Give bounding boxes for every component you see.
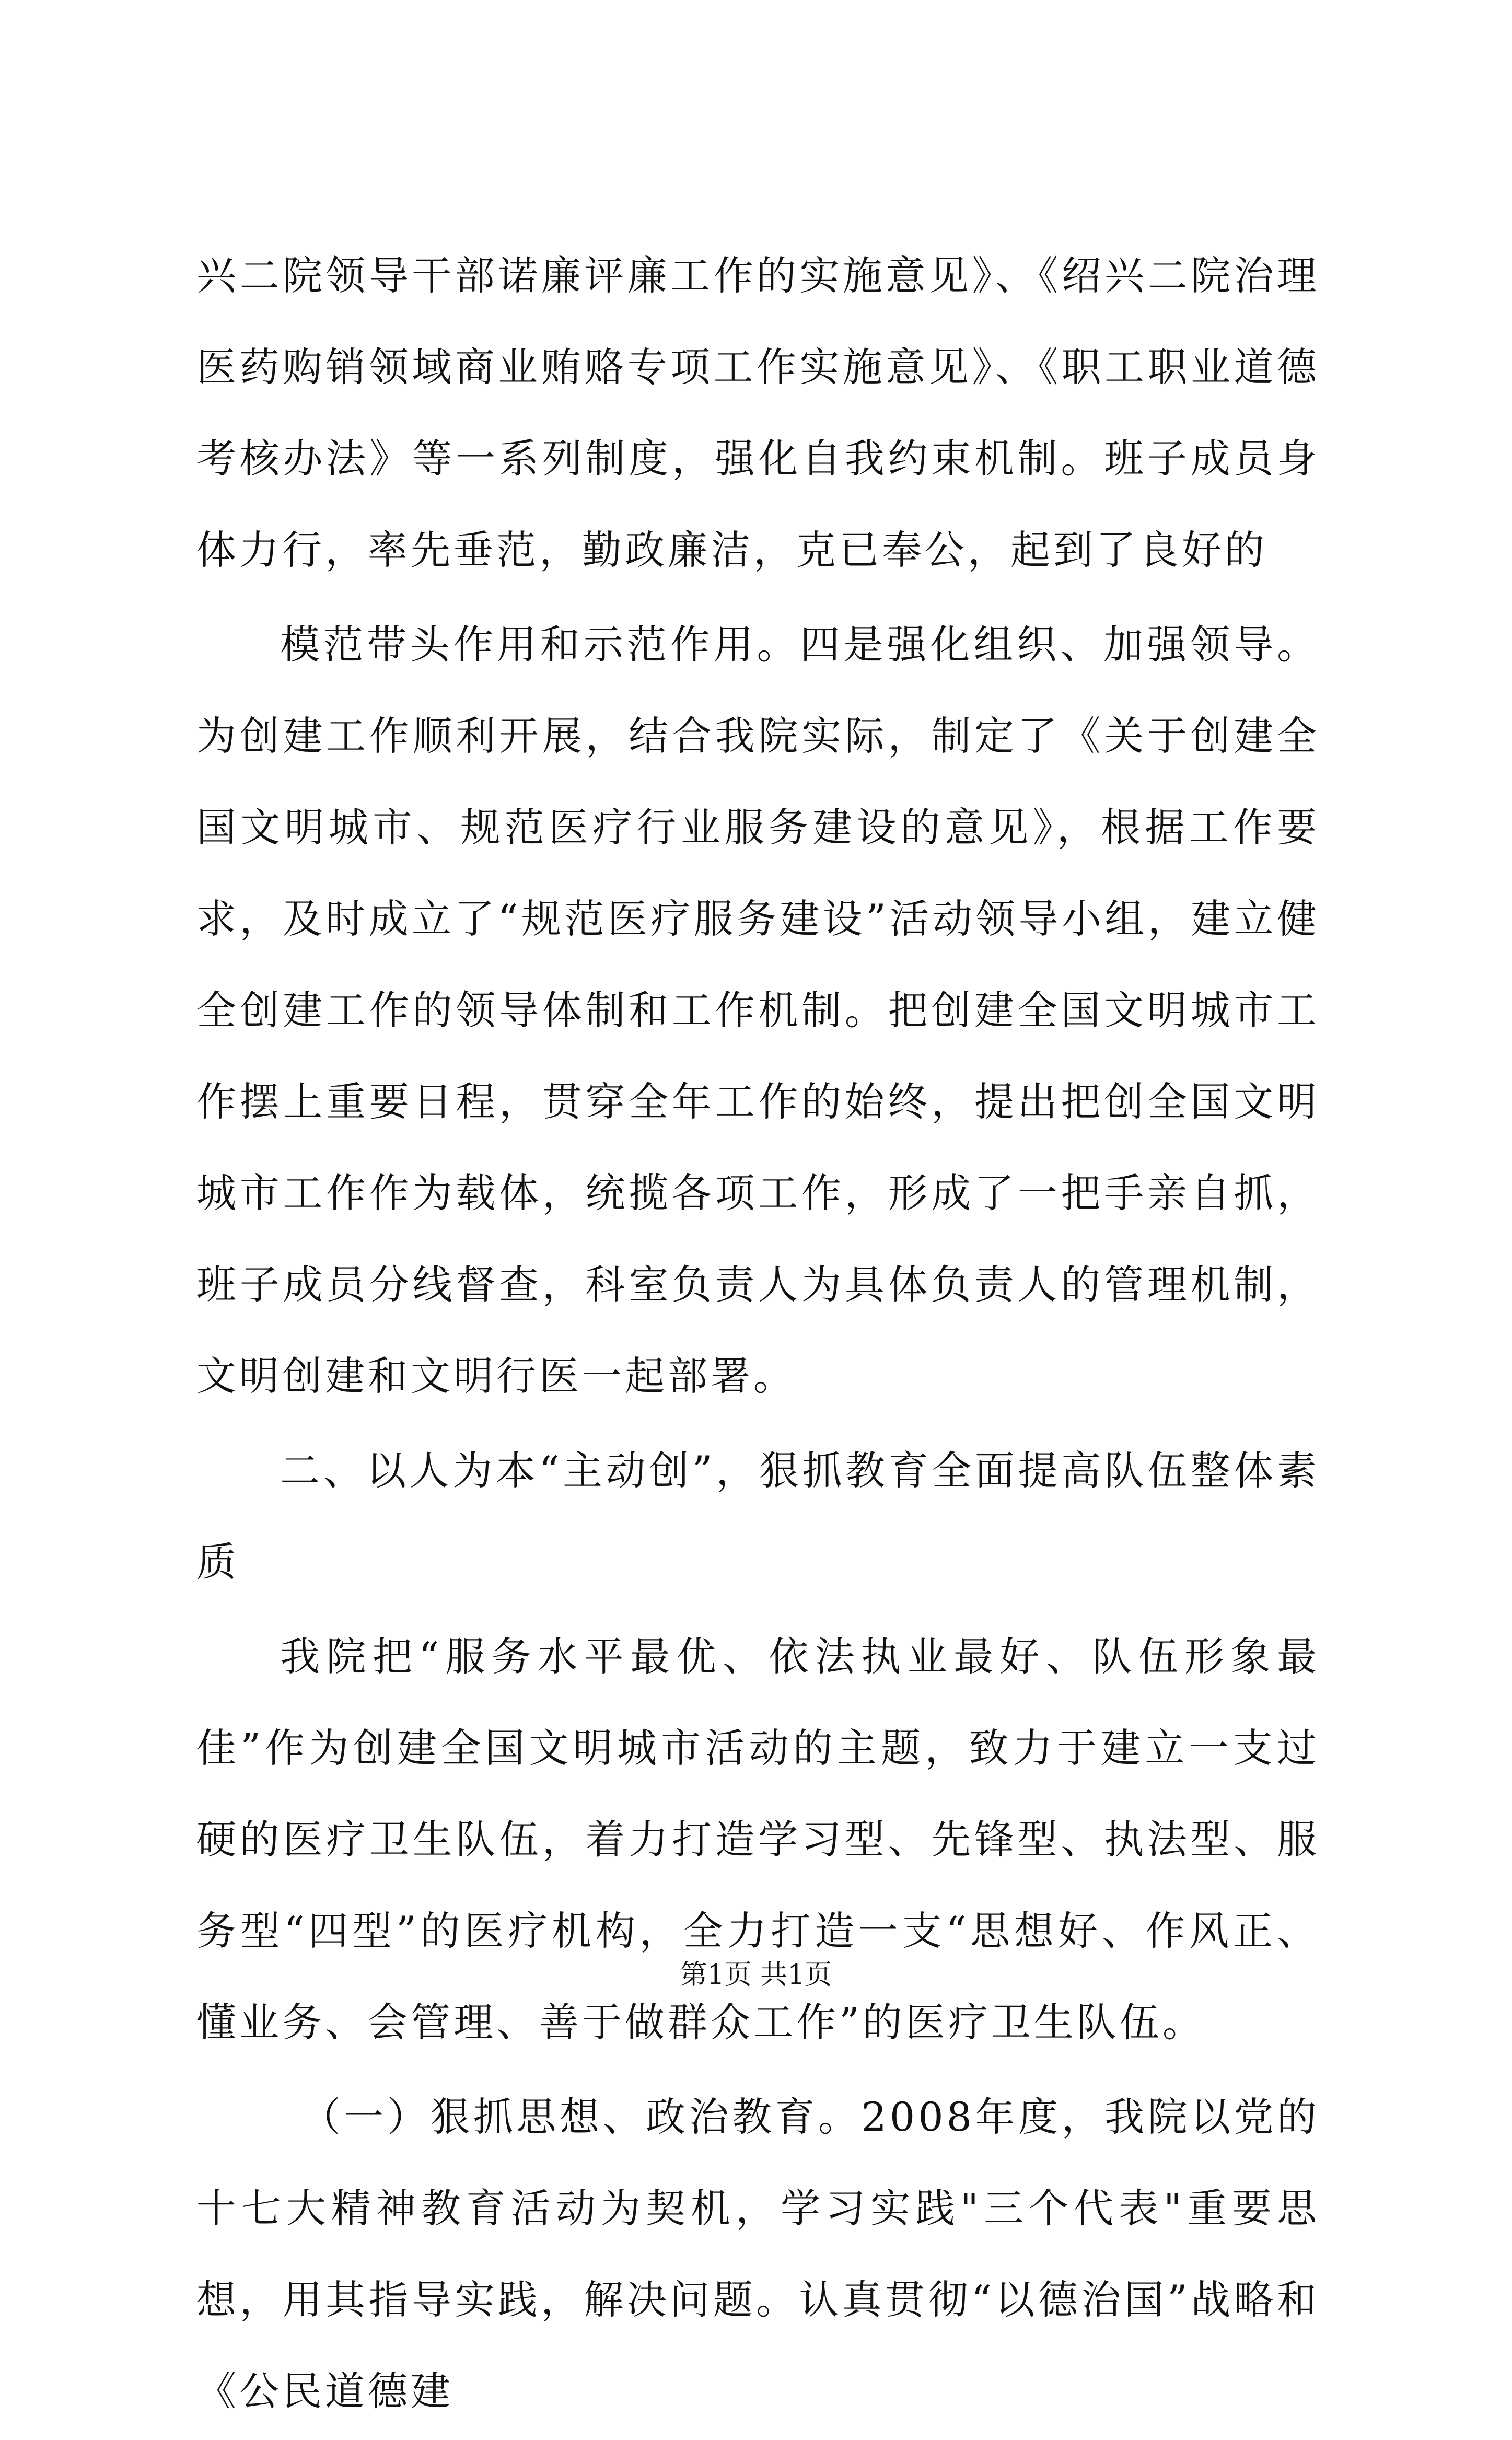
paragraph-subsection-1: （一）狠抓思想、政治教育。2008年度，我院以党的十七大精神教育活动为契机，学习实践"三个代表"重要思想，用其指导实践，解决问题。认真贯彻“以德治国”战略和《公民道德建 — [196, 2094, 1320, 2414]
section-heading-2: 二、以人为本“主动创”，狠抓教育全面提高队伍整体素质 — [196, 1447, 1320, 1585]
document-body — [196, 230, 1320, 2440]
paragraph-theme: 我院把“服务水平最优、依法执业最好、队伍形象最佳”作为创建全国文明城市活动的主题，致力于建立一支过硬的医疗卫生队伍，着力打造学习型、先锋型、执法型、服务型“四型”的医疗机构，全力打造一支“思想好、作风正、懂业务、会管理、善于做群众工作”的医疗卫生队伍。 — [196, 1633, 1320, 2046]
page-footer: 第1页 共1页 — [680, 1959, 832, 1991]
paragraph-continuation: 兴二院领导干部诺廉评廉工作的实施意见》、《绍兴二院治理医药购销领域商业贿赂专项工作实施意见》、《职工职业道德考核办法》等一系列制度，强化自我约束机制。班子成员身体力行，率先垂范，勤政廉洁，克已奉公，起到了良好的 — [196, 252, 1320, 573]
paragraph-leadership: 模范带头作用和示范作用。四是强化组织、加强领导。为创建工作顺利开展，结合我院实际，制定了《关于创建全国文明城市、规范医疗行业服务建设的意见》，根据工作要求，及时成立了“规范医疗服务建设”活动领导小组，建立健全创建工作的领导体制和工作机制。把创建全国文明城市工作摆上重要日程，贯穿全年工作的始终，提出把创全国文明城市工作作为载体，统揽各项工作，形成了一把手亲自抓，班子成员分线督查，科室负责人为具体负责人的管理机制，文明创建和文明行医一起部署。 — [196, 621, 1320, 1399]
